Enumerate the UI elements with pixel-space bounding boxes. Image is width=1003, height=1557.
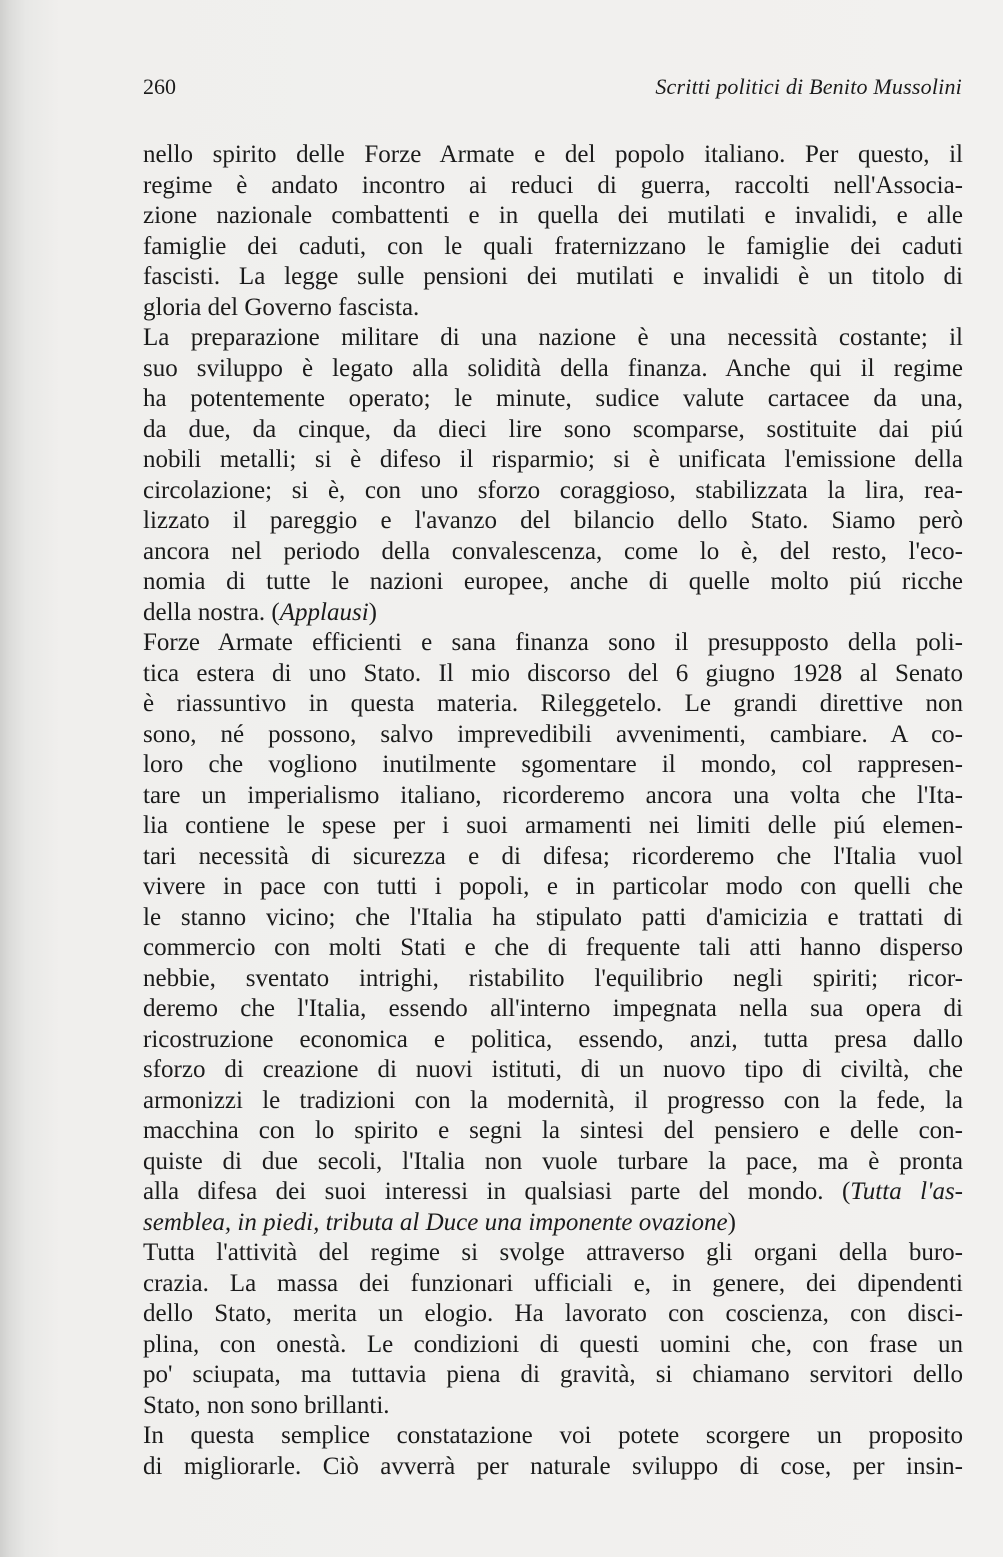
- text-segment: nello spirito delle Forze Armate e del popolo italiano. Per questo, il: [143, 141, 963, 168]
- text-line: [143, 628, 963, 659]
- text-line: [143, 933, 963, 964]
- text-segment: quiste di due secoli, l'Italia non vuole turbare la pace, ma è pronta: [143, 1147, 963, 1175]
- text-segment: le stanno vicino; che l'Italia ha stipulato patti d'amicizia e trattati di: [143, 903, 963, 931]
- italic-text: semblea, in piedi, tributa al Duce una imponente ovazione: [143, 1208, 728, 1236]
- text-segment: sforzo di creazione di nuovi istituti, di un nuovo tipo di civiltà, che: [143, 1056, 963, 1083]
- text-line: [143, 1452, 963, 1483]
- text-line: [143, 1238, 963, 1269]
- text-line: [143, 1116, 963, 1147]
- text-segment: di migliorarle. Ciò avverrà per naturale sviluppo di cose, per insin-: [143, 1452, 963, 1480]
- page-number: 260: [143, 74, 176, 99]
- text-line: [143, 1391, 963, 1422]
- text-line: [143, 354, 963, 385]
- text-segment: suo sviluppo è legato alla solidità della finanza. Anche qui il regime: [143, 354, 963, 382]
- text-line: [143, 1086, 963, 1117]
- text-segment: armonizzi le tradizioni con la modernità, il progresso con la fede, la: [143, 1086, 963, 1114]
- text-line: [143, 476, 963, 507]
- text-line: [143, 323, 963, 354]
- text-segment: della nostra. (: [143, 598, 280, 626]
- text-segment: Stato, non sono brillanti.: [143, 1391, 390, 1419]
- text-segment: deremo che l'Italia, essendo all'interno impegnata nella sua opera di: [143, 995, 963, 1022]
- text-segment: plina, con onestà. Le condizioni di questi uomini che, con frase un: [143, 1330, 963, 1358]
- italic-text: Applausi: [279, 598, 369, 626]
- text-line: [143, 872, 963, 903]
- text-segment: lizzato il pareggio e l'avanzo del bilancio dello Stato. Siamo però: [143, 507, 963, 534]
- text-segment: nomia di tutte le nazioni europee, anche di quelle molto piú ricche: [143, 568, 963, 595]
- text-segment: circolazione; si è, con uno sforzo coraggioso, stabilizzata la lira, rea-: [143, 476, 963, 504]
- text-line: [143, 811, 963, 842]
- text-line: [143, 598, 963, 629]
- text-line: [143, 1147, 963, 1178]
- running-title: Scritti politici di Benito Mussolini: [655, 74, 962, 99]
- text-segment: alla difesa dei suoi interessi in qualsiasi parte del mondo. (: [143, 1178, 851, 1205]
- text-line: [143, 201, 963, 232]
- text-segment: ricostruzione economica e politica, essendo, anzi, tutta presa dallo: [143, 1025, 963, 1053]
- text-line: [143, 1208, 963, 1239]
- text-line: [143, 537, 963, 568]
- text-line: [143, 171, 963, 202]
- text-line: [143, 994, 963, 1025]
- text-segment: Forze Armate efficienti e sana finanza sono il presupposto della poli-: [143, 629, 963, 656]
- text-line: [143, 262, 963, 293]
- text-segment: Tutta l'attività del regime si svolge attraverso gli organi della buro-: [143, 1239, 963, 1266]
- text-segment: loro che vogliono inutilmente sgomentare il mondo, col rappresen-: [143, 751, 963, 778]
- text-segment: zione nazionale combattenti e in quella dei mutilati e invalidi, e alle: [143, 202, 963, 229]
- text-segment: crazia. La massa dei funzionari ufficiali e, in genere, dei dipendenti: [143, 1269, 963, 1297]
- text-line: [143, 1055, 963, 1086]
- text-line: [143, 1330, 963, 1361]
- text-segment: lia contiene le spese per i suoi armamenti nei limiti delle piú elemen-: [143, 812, 963, 839]
- text-segment: regime è andato incontro ai reduci di guerra, raccolti nell'Associa-: [143, 171, 963, 199]
- text-line: [143, 415, 963, 446]
- text-line: [143, 781, 963, 812]
- text-line: [143, 842, 963, 873]
- text-segment: ): [368, 598, 377, 626]
- text-segment: vivere in pace con tutti i popoli, e in particolar modo con quelli che: [143, 873, 963, 900]
- text-line: [143, 506, 963, 537]
- text-segment: ha potentemente operato; le minute, sudice valute cartacee da una,: [143, 385, 963, 412]
- text-line: [143, 1025, 963, 1056]
- text-segment: famiglie dei caduti, con le quali fraternizzano le famiglie dei caduti: [143, 232, 963, 260]
- text-line: [143, 140, 963, 171]
- text-line: [143, 232, 963, 263]
- page-header: [143, 74, 962, 108]
- text-segment: dello Stato, merita un elogio. Ha lavorato con coscienza, con disci-: [143, 1300, 963, 1327]
- text-segment: po' sciupata, ma tuttavia piena di gravità, si chiamano servitori dello: [143, 1361, 963, 1388]
- text-line: [143, 659, 963, 690]
- text-segment: tari necessità di sicurezza e di difesa; ricorderemo che l'Italia vuol: [143, 842, 963, 870]
- text-line: [143, 689, 963, 720]
- text-segment: nebbie, sventato intrighi, ristabilito l'equilibrio negli spiriti; ricor-: [143, 964, 963, 992]
- text-line: [143, 384, 963, 415]
- text-line: [143, 1360, 963, 1391]
- text-segment: commercio con molti Stati e che di frequente tali atti hanno disperso: [143, 934, 963, 961]
- text-segment: tare un imperialismo italiano, ricorderemo ancora una volta che l'Ita-: [143, 781, 963, 809]
- text-segment: ancora nel periodo della convalescenza, come lo è, del resto, l'eco-: [143, 537, 963, 565]
- text-line: [143, 720, 963, 751]
- text-segment: da due, da cinque, da dieci lire sono scomparse, sostituite dai piú: [143, 415, 963, 443]
- text-line: [143, 750, 963, 781]
- text-segment: gloria del Governo fascista.: [143, 293, 420, 321]
- text-segment: tica estera di uno Stato. Il mio discorso del 6 giugno 1928 al Senato: [143, 659, 963, 687]
- text-segment: nobili metalli; si è difeso il risparmio; si è unificata l'emissione della: [143, 446, 963, 473]
- text-segment: sono, né possono, salvo imprevedibili avvenimenti, cambiare. A co-: [143, 720, 963, 748]
- text-segment: ): [727, 1208, 736, 1236]
- text-segment: In questa semplice constatazione voi potete scorgere un proposito: [143, 1422, 963, 1449]
- text-line: [143, 293, 963, 324]
- italic-text: Tutta l'as-: [850, 1178, 963, 1205]
- text-segment: macchina con lo spirito e segni la sintesi del pensiero e delle con-: [143, 1117, 963, 1144]
- text-segment: è riassuntivo in questa materia. Rileggetelo. Le grandi direttive non: [143, 690, 963, 717]
- text-line: [143, 1269, 963, 1300]
- body-text: [143, 140, 963, 1482]
- text-line: [143, 567, 963, 598]
- text-line: [143, 964, 963, 995]
- text-line: [143, 1421, 963, 1452]
- text-segment: fascisti. La legge sulle pensioni dei mutilati e invalidi è un titolo di: [143, 263, 963, 290]
- text-line: [143, 903, 963, 934]
- text-line: [143, 445, 963, 476]
- text-line: [143, 1299, 963, 1330]
- text-line: [143, 1177, 963, 1208]
- text-segment: La preparazione militare di una nazione è una necessità costante; il: [143, 324, 963, 351]
